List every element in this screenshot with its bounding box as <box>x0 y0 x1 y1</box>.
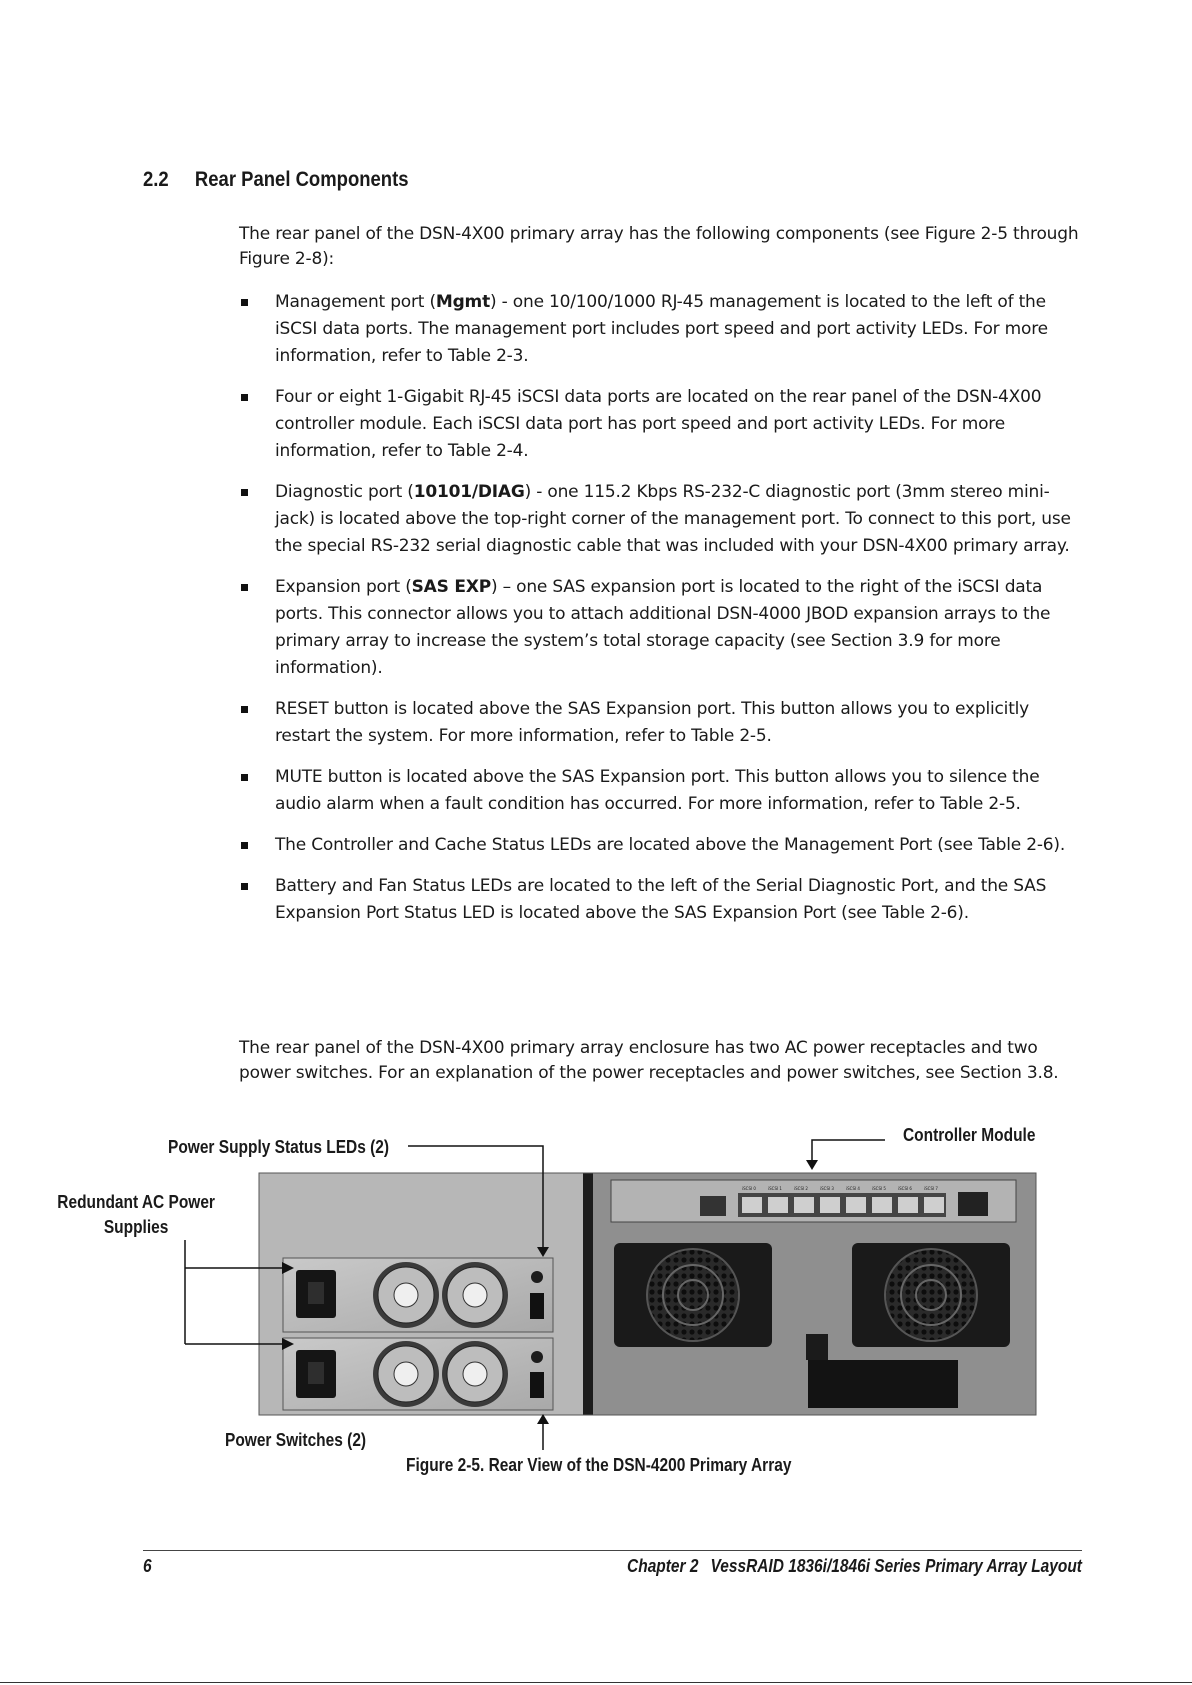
power-supply-2 <box>283 1338 553 1410</box>
footer-page-number: 6 <box>143 1556 152 1576</box>
list-item: MUTE button is located above the SAS Expansion port. This button allows you to silence the audio alarm when a fault condition has occurred. For more information, refer to Table 2-5. <box>239 764 1079 818</box>
bullet-square-icon <box>241 584 248 591</box>
list-item: Diagnostic port (10101/DIAG) - one 115.2 Kbps RS-232-C diagnostic port (3mm stereo mini-jack) is located above the top-right corner of the management port. To connect to this port, use the special RS-232 serial diagnostic cable that was included with your DSN-4X00 primary array. <box>239 479 1079 560</box>
port-label: iSCSI 3 <box>820 1186 834 1191</box>
callout-psu-leds: Power Supply Status LEDs (2) <box>168 1137 390 1157</box>
bullet-square-icon <box>241 489 248 496</box>
footer-chapter: Chapter 2 VessRAID 1836i/1846i Series Primary Array Layout <box>627 1556 1082 1576</box>
section-number: 2.2 <box>143 168 169 191</box>
figure-caption: Figure 2-5. Rear View of the DSN-4200 Primary Array <box>406 1455 792 1475</box>
list-item: Expansion port (SAS EXP) – one SAS expansion port is located to the right of the iSCSI data ports. This connector allows you to attach additional DSN-4000 JBOD expansion arrays to the primary array to increase the system’s total storage capacity (see Section 3.9 for more information). <box>239 574 1079 682</box>
component-list <box>239 289 1079 941</box>
outro-paragraph: The rear panel of the DSN-4X00 primary array enclosure has two AC power receptacles and two power switches. For an explanation of the power receptacles and power switches, see Section 3.8. <box>239 1038 1059 1083</box>
port-label: iSCSI 6 <box>898 1186 912 1191</box>
bullet-square-icon <box>241 299 248 306</box>
footer-rule <box>143 1550 1082 1551</box>
section-heading <box>143 168 409 192</box>
list-item: Battery and Fan Status LEDs are located to the left of the Serial Diagnostic Port, and the SAS Expansion Port Status LED is located above the SAS Expansion Port (see Table 2-6). <box>239 873 1079 927</box>
bullet-square-icon <box>241 842 248 849</box>
port-label: iSCSI 1 <box>768 1186 782 1191</box>
controller-fan-left <box>614 1243 772 1347</box>
section-title: Rear Panel Components <box>194 168 409 191</box>
list-item: Management port (Mgmt) - one 10/100/1000 RJ-45 management is located to the left of the iSCSI data ports. The management port includes port speed and port activity LEDs. For more information, refer to Table 2-3. <box>239 289 1079 370</box>
port-label: iSCSI 2 <box>794 1186 808 1191</box>
list-item: RESET button is located above the SAS Expansion port. This button allows you to explicitly restart the system. For more information, refer to Table 2-5. <box>239 696 1079 750</box>
controller-fan-right <box>852 1243 1010 1347</box>
bullet-square-icon <box>241 706 248 713</box>
port-label: iSCSI 0 <box>742 1186 756 1191</box>
callout-controller-module: Controller Module <box>903 1125 1036 1145</box>
port-label: iSCSI 4 <box>846 1186 860 1191</box>
port-label: iSCSI 7 <box>924 1186 938 1191</box>
page-bottom-line <box>0 1682 1192 1683</box>
controller-module <box>611 1180 1016 1222</box>
power-supply-1 <box>283 1258 553 1332</box>
bullet-square-icon <box>241 883 248 890</box>
intro-paragraph: The rear panel of the DSN-4X00 primary array has the following components (see Figure 2-5 through Figure 2-8): <box>239 224 1079 269</box>
rear-panel-figure <box>0 1120 1192 1450</box>
list-item: Four or eight 1-Gigabit RJ-45 iSCSI data ports are located on the rear panel of the DSN-4X00 controller module. Each iSCSI data port has port speed and port activity LEDs. For more information, refer to Table 2-4. <box>239 384 1079 465</box>
list-item: The Controller and Cache Status LEDs are located above the Management Port (see Table 2-6). <box>239 832 1079 859</box>
callout-redundant-psu: Redundant AC Power Supplies <box>57 1192 215 1237</box>
bullet-square-icon <box>241 394 248 401</box>
bullet-square-icon <box>241 774 248 781</box>
callout-power-switches: Power Switches (2) <box>225 1430 367 1450</box>
port-label: iSCSI 5 <box>872 1186 886 1191</box>
